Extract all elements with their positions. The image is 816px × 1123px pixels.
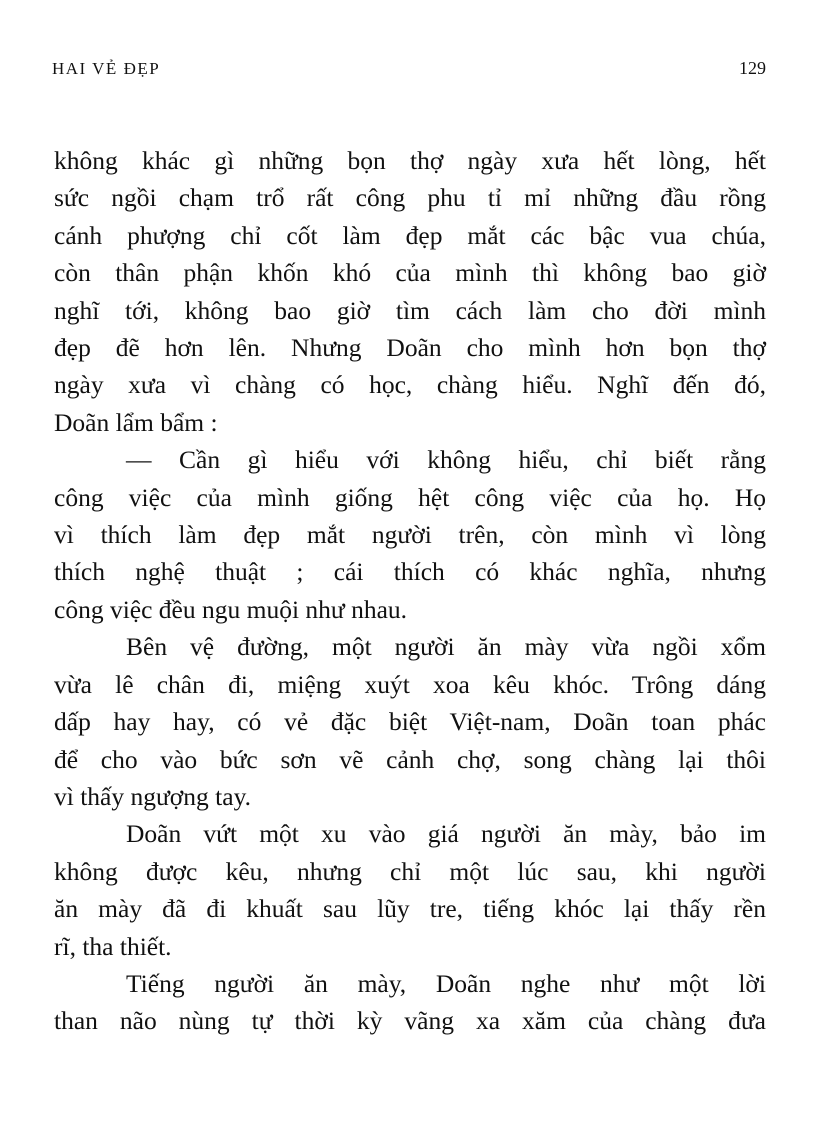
body-text [54,142,766,1040]
text-line: nghĩ tới, không bao giờ tìm cách làm cho đời mình [54,295,766,325]
text-line: ăn mày đã đi khuất sau lũy tre, tiếng khóc lại thấy rền [54,894,766,924]
text-line: để cho vào bức sơn vẽ cảnh chợ, song chàng lại thôi [54,744,766,774]
text-line: rĩ, tha thiết. [54,931,172,961]
text-line: còn thân phận khốn khó của mình thì không bao giờ [54,258,766,288]
text-line: công việc của mình giống hệt công việc của họ. Họ [54,482,766,512]
text-line: vì thích làm đẹp mắt người trên, còn mình vì lòng [54,520,766,550]
text-line: vì thấy ngượng tay. [54,781,252,811]
text-line: không khác gì những bọn thợ ngày xưa hết lòng, hết [54,146,766,175]
text-line: Doãn vứt một xu vào giá người ăn mày, bảo im [126,819,766,849]
text-line: dấp hay hay, có vẻ đặc biệt Việt-nam, Doãn toan phác [54,707,766,737]
text-line: đẹp đẽ hơn lên. Nhưng Doãn cho mình hơn bọn thợ [54,333,766,363]
text-line: Bên vệ đường, một người ăn mày vừa ngồi xổm [126,632,766,662]
running-head [52,58,766,84]
text-line: sức ngồi chạm trổ rất công phu tỉ mỉ những đầu rồng [54,183,766,213]
text-line: công việc đều ngu muội như nhau. [54,594,408,624]
text-line: Doãn lẩm bẩm : [54,407,218,437]
text-line: thích nghệ thuật ; cái thích có khác nghĩa, nhưng [54,557,766,587]
text-line: than não nùng tự thời kỳ vãng xa xăm của chàng đưa [54,1006,766,1036]
text-line: không được kêu, nhưng chỉ một lúc sau, khi người [54,856,766,886]
page-number: 129 [739,58,766,78]
text-line: cánh phượng chỉ cốt làm đẹp mắt các bậc vua chúa, [54,220,766,250]
text-line: — Cần gì hiểu với không hiểu, chỉ biết rằng [126,445,766,475]
running-title: HAI VẺ ĐẸP [52,59,161,78]
text-line: Tiếng người ăn mày, Doãn nghe như một lời [126,968,766,998]
text-line: ngày xưa vì chàng có học, chàng hiểu. Nghĩ đến đó, [54,370,766,400]
text-line: vừa lê chân đi, miệng xuýt xoa kêu khóc. Trông dáng [54,669,766,699]
